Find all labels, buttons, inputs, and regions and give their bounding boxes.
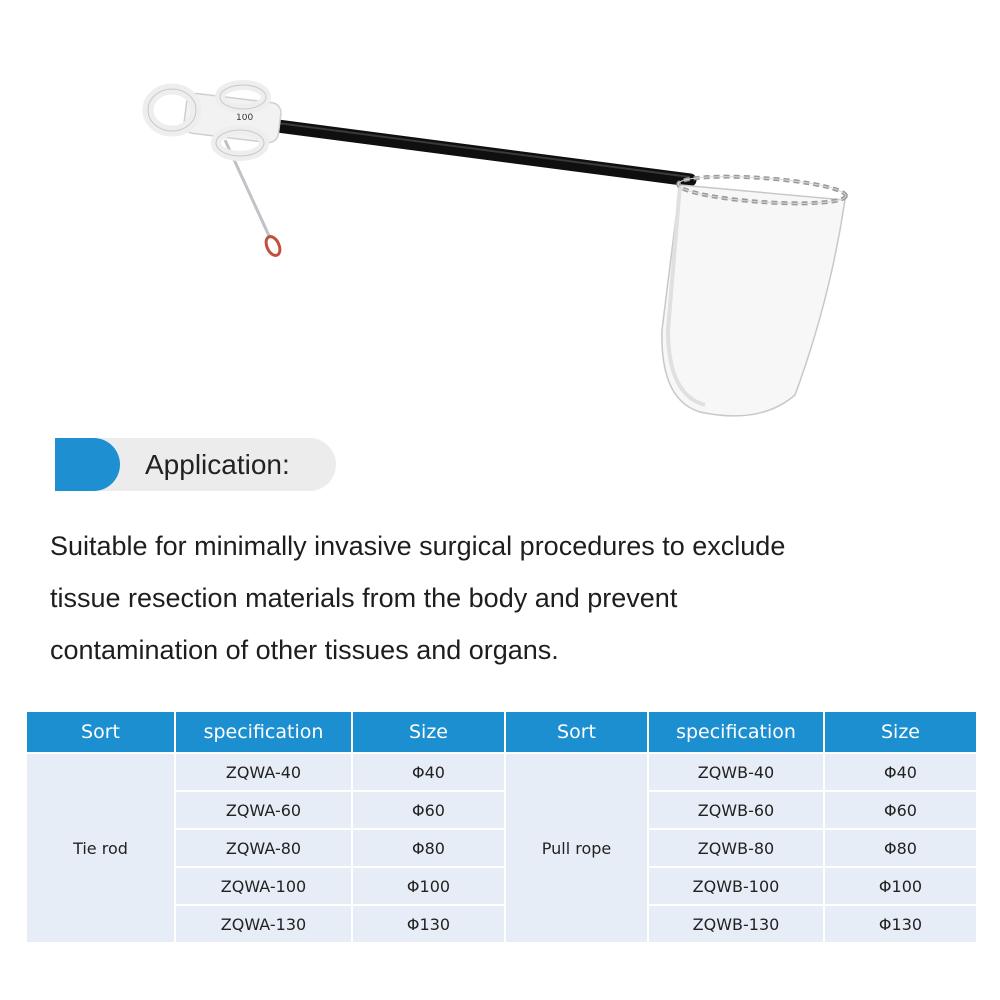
description-line: tissue resection materials from the body and prevent (50, 583, 678, 613)
size-cell: Φ130 (353, 906, 504, 942)
header-specification: specification (176, 712, 351, 752)
product-image (0, 0, 1000, 430)
specification-cell: ZQWA-40 (176, 754, 351, 790)
pull-ring (263, 234, 282, 257)
table-row (27, 754, 976, 790)
header-size: Size (353, 712, 504, 752)
header-specification: specification (649, 712, 823, 752)
size-cell: Φ60 (353, 792, 504, 828)
size-cell: Φ40 (353, 754, 504, 790)
size-cell: Φ100 (825, 868, 976, 904)
specification-cell: ZQWA-130 (176, 906, 351, 942)
specification-cell: ZQWB-60 (649, 792, 823, 828)
size-cell: Φ100 (353, 868, 504, 904)
specification-cell: ZQWB-100 (649, 868, 823, 904)
header-sort: Sort (506, 712, 647, 752)
sort-cell: Tie rod (27, 754, 174, 942)
table-header-row (27, 712, 976, 752)
specification-table (25, 710, 978, 944)
header-sort: Sort (27, 712, 174, 752)
specification-cell: ZQWB-40 (649, 754, 823, 790)
specification-cell: ZQWA-60 (176, 792, 351, 828)
handle-marking: 100 (236, 113, 254, 123)
specification-cell: ZQWA-80 (176, 830, 351, 866)
size-cell: Φ80 (825, 830, 976, 866)
description-line: contamination of other tissues and organs. (50, 635, 559, 665)
application-title: Application: (145, 449, 290, 480)
specification-cell: ZQWB-130 (649, 906, 823, 942)
application-accent-tab (55, 438, 120, 491)
specification-cell: ZQWB-80 (649, 830, 823, 866)
size-cell: Φ80 (353, 830, 504, 866)
header-size: Size (825, 712, 976, 752)
description-line: Suitable for minimally invasive surgical procedures to exclude (50, 531, 786, 561)
size-cell: Φ60 (825, 792, 976, 828)
retrieval-bag (662, 185, 845, 416)
size-cell: Φ40 (825, 754, 976, 790)
size-cell: Φ130 (825, 906, 976, 942)
shaft (270, 125, 690, 180)
specification-cell: ZQWA-100 (176, 868, 351, 904)
application-description (50, 520, 970, 676)
sort-cell: Pull rope (506, 754, 647, 942)
